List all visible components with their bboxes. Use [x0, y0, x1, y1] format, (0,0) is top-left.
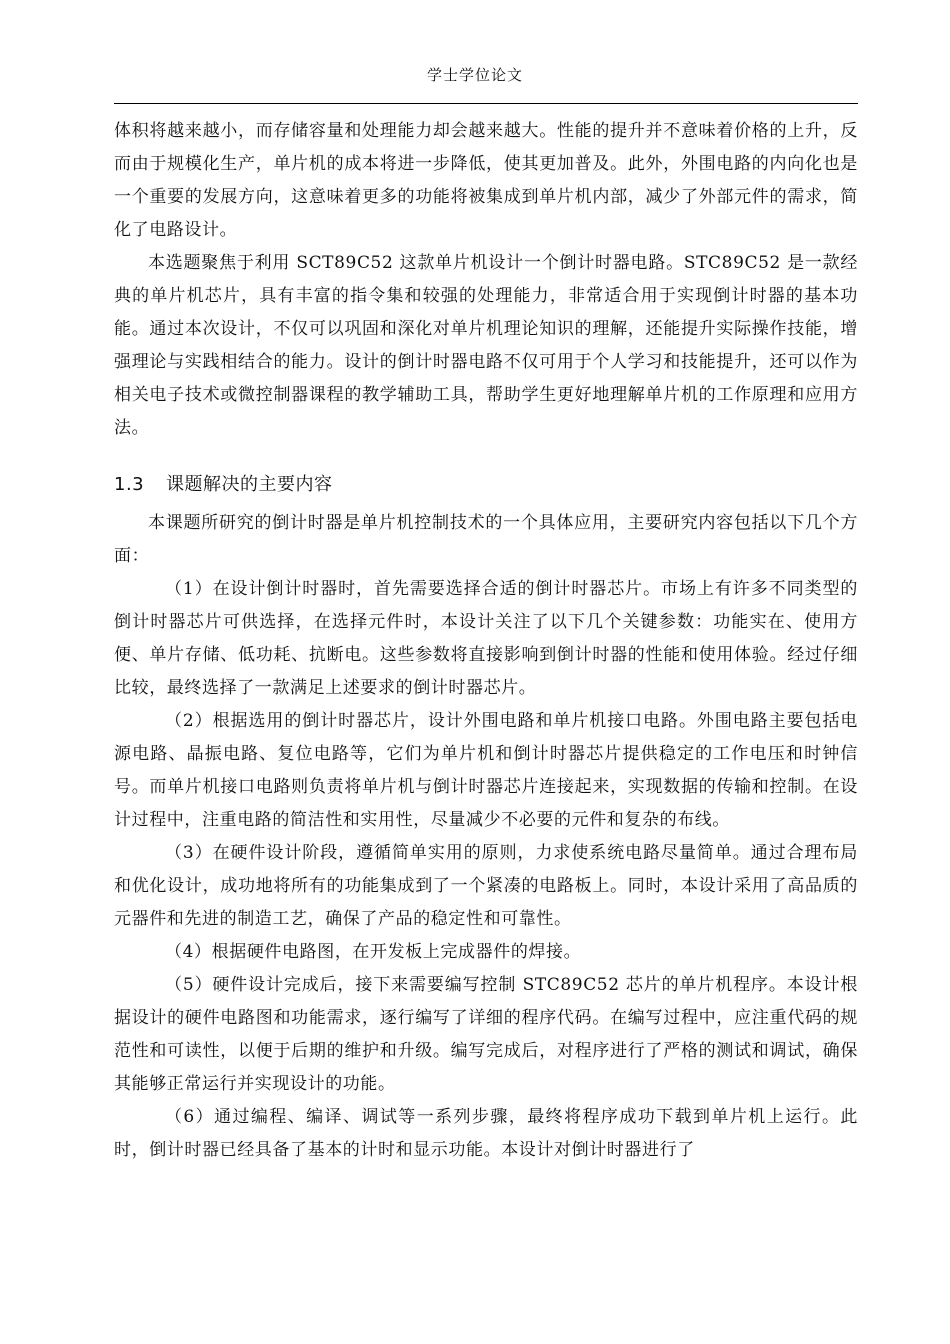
list-item: （2）根据选用的倒计时器芯片，设计外围电路和单片机接口电路。外围电路主要包括电源电路、晶振电路、复位电路等，它们为单片机和倒计时器芯片提供稳定的工作电压和时钟信号。而单片机接口电路则负责将单片机与倒计时器芯片连接起来，实现数据的传输和控制。在设计过程中，注重电路的简洁性和实用性，尽量减少不必要的元件和复杂的布线。 [114, 711, 858, 830]
page-header: 学士学位论文 [426, 66, 523, 84]
list-item: （4）根据硬件电路图，在开发板上完成器件的焊接。 [165, 942, 582, 962]
document-body [114, 115, 858, 1167]
list-item: （3）在硬件设计阶段，遵循简单实用的原则，力求使系统电路尽量简单。通过合理布局和优化设计，成功地将所有的功能集成到了一个紧凑的电路板上。同时，本设计采用了高品质的元器件和先进的制造工艺，确保了产品的稳定性和可靠性。 [114, 843, 858, 929]
list-item: （5）硬件设计完成后，接下来需要编写控制 STC89C52 芯片的单片机程序。本设计根据设计的硬件电路图和功能需求，逐行编写了详细的程序代码。在编写过程中，应注重代码的规范性和可读性，以便于后期的维护和升级。编写完成后，对程序进行了严格的测试和调试，确保其能够正常运行并实现设计的功能。 [114, 975, 858, 1094]
header-rule [114, 103, 858, 104]
paragraph-continued: 体积将越来越小，而存储容量和处理能力却会越来越大。性能的提升并不意味着价格的上升，反而由于规模化生产，单片机的成本将进一步降低，使其更加普及。此外，外围电路的内向化也是一个重要的发展方向，这意味着更多的功能将被集成到单片机内部，减少了外部元件的需求，简化了电路设计。 [114, 121, 858, 240]
paragraph-topic: 本选题聚焦于利用 SCT89C52 这款单片机设计一个倒计时器电路。STC89C52 是一款经典的单片机芯片，具有丰富的指令集和较强的处理能力，非常适合用于实现倒计时器的基本功能。通过本次设计，不仅可以巩固和深化对单片机理论知识的理解，还能提升实际操作技能，增强理论与实践相结合的能力。设计的倒计时器电路不仅可用于个人学习和技能提升，还可以作为相关电子技术或微控制器课程的教学辅助工具，帮助学生更好地理解单片机的工作原理和应用方法。 [114, 253, 858, 438]
section-number: 1.3 [114, 474, 145, 495]
list-item: （6）通过编程、编译、调试等一系列步骤，最终将程序成功下载到单片机上运行。此时，倒计时器已经具备了基本的计时和显示功能。本设计对倒计时器进行了 [114, 1107, 858, 1160]
list-item: （1）在设计倒计时器时，首先需要选择合适的倒计时器芯片。市场上有许多不同类型的倒计时器芯片可供选择，在选择元件时，本设计关注了以下几个关键参数：功能实在、使用方便、单片存储、低功耗、抗断电。这些参数将直接影响到倒计时器的性能和使用体验。经过仔细比较，最终选择了一款满足上述要求的倒计时器芯片。 [114, 579, 858, 698]
section-heading [114, 468, 858, 502]
section-title: 课题解决的主要内容 [166, 474, 333, 495]
paragraph-intro: 本课题所研究的倒计时器是单片机控制技术的一个具体应用，主要研究内容包括以下几个方面： [114, 513, 858, 566]
